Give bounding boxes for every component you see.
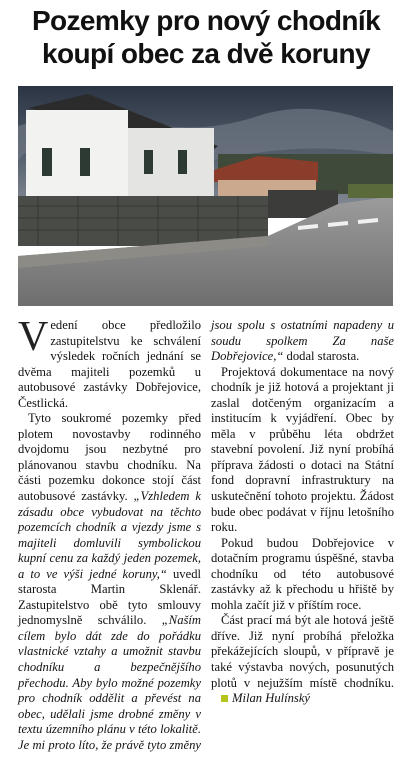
window-4 xyxy=(178,150,187,174)
quote-1: „Vzhledem k zásadu obce vybudovat na těchto pozemcích chodník a vjezdy jsme s majiteli domluvili symbolickou kupní cenu za každý jeden pozemek, a to ve výši jedné koruny,“ xyxy=(18,489,201,581)
paragraph-2-text-a: Tyto soukromé pozemky před plotem novostavby rodinného dvojdomu jsou nezbytné pro plánovanou stavbu chodníku. Na části pozemku dokonce stojí část autobusové zastávky. xyxy=(18,411,201,504)
paragraph-1-text: edení obce předložilo zastupitelstvu ke schválení výsledek ročních jednání se dvěma majiteli pozemků u autobusové zastávky Dobřejovice, Čestlická. xyxy=(18,318,201,410)
article-body xyxy=(18,314,394,758)
author-marker-icon xyxy=(221,695,228,702)
author-signature xyxy=(211,691,310,705)
house-left xyxy=(26,110,128,206)
paragraph-3: Projektová dokumentace na nový chodník je již hotová a projektant ji zaslal dotčeným organizacím a institucím k vyjádření. Obec by měla v průběhu léta obdržet stavební povolení. Již nyní probíhá příprava žádosti o dotaci na Státní fond dopravní infrastruktury na uskutečnění tohoto projektu. Žádost bude obec podávat v říjnu letošního roku. xyxy=(211,364,394,535)
paragraph-5-text: Část prací má být ale hotová ještě dříve. Již nyní probíhá přeložka překážejících sloupů, v přípravě je také výstavba nových, posunutých plotů v nejužším místě chodníku. xyxy=(211,613,394,690)
window-1 xyxy=(42,148,52,176)
author-name: Milan Hulínský xyxy=(232,691,310,706)
paragraph-4: Pokud budou Dobřejovice v dotačním programu úspěšné, stavba chodníku od této autobusové zastávky až k přechodu u hřiště by mohla začít již v příštím roce. xyxy=(211,535,394,612)
street-photo xyxy=(18,86,393,306)
window-3 xyxy=(144,150,153,174)
paragraph-1 xyxy=(18,314,201,411)
quote-2: „Naším cílem bylo dát zde do pořádku vlastnické vztahy a umožnit stavbu chodníku a bezpečnějšího přechodu. Aby bylo možné pozemky pro chodník oddělit a převést na obec, udělali jsme drobné změny v textu územního plánu v této lokalitě. Je mi proto líto, že právě tyto změny jsou spolu s ostatními napadeny u soudu spolkem Za naše Dobřejovice,“ xyxy=(18,318,394,752)
window-2 xyxy=(80,148,90,176)
drop-cap: V xyxy=(18,314,49,360)
paragraph-2-text-c: dodal starosta. xyxy=(283,349,360,364)
paragraph-5 xyxy=(211,613,394,706)
gabion-wall xyxy=(18,196,268,246)
grass-right xyxy=(348,184,393,198)
house-right xyxy=(128,128,214,198)
paragraph-2-text-b: uvedl starosta Martin Sklenář. Zastupitelstvo obě tyto smlouvy jednomyslně schválilo. xyxy=(18,566,201,628)
headline: Pozemky pro nový chodník koupí obec za dvě koruny xyxy=(31,5,381,69)
